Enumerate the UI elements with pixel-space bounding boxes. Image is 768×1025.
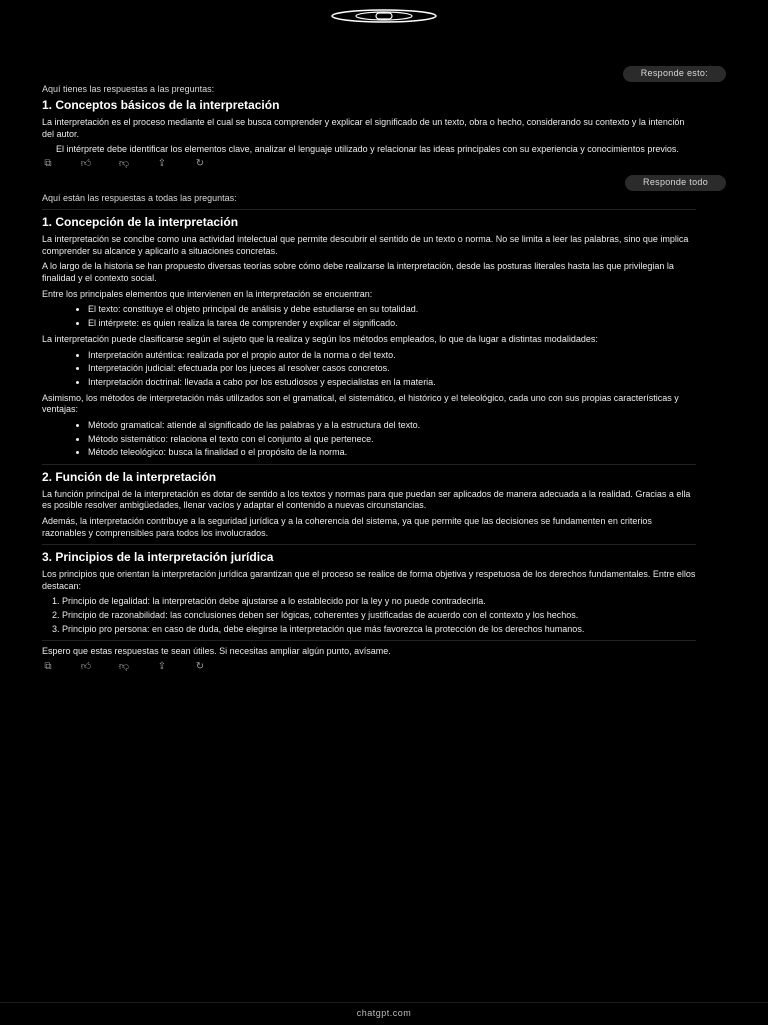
list-item: • Interpretación judicial: efectuada por los jueces al resolver casos concretos. — [88, 363, 696, 375]
list-item: • Interpretación doctrinal: llevada a cabo por los estudiosos y especialistas en la materia. — [88, 377, 696, 389]
regenerate-icon[interactable]: ↻ — [195, 158, 205, 170]
top-bar — [0, 0, 768, 32]
section-heading: 1. Concepción de la interpretación — [42, 215, 239, 230]
list-item: • Método teleológico: busca la finalidad o el propósito de la norma. — [88, 447, 696, 459]
message-actions — [42, 159, 696, 169]
assistant-intro: Aquí tienes las respuestas a las preguntas: — [42, 83, 215, 94]
list-item: • Interpretación auténtica: realizada por el propio autor de la norma o del texto. — [88, 350, 696, 362]
thumbs-down-icon[interactable]: 👎︎ — [118, 661, 130, 673]
list-item: 1. Principio de legalidad: la interpretación debe ajustarse a lo establecido por la ley y no puede contradecirla. — [62, 596, 696, 608]
list — [42, 144, 696, 156]
list-item: El intérprete debe identificar los elementos clave, analizar el lenguaje utilizado y relacionar las ideas principales con su experiencia y conocimientos previos. — [56, 144, 679, 155]
section-heading: 3. Principios de la interpretación jurídica — [42, 550, 274, 565]
paragraph: Entre los principales elementos que intervienen en la interpretación se encuentran: — [42, 288, 373, 299]
paragraph: La interpretación se concibe como una actividad intelectual que permite descubrir el sentido de un texto o norma. No se limita a leer las palabras, sino que implica comprender su alcance y aplicarlo a situaciones concretas. — [42, 234, 689, 256]
user-message-row — [42, 175, 726, 191]
list-item: 2. Principio de razonabilidad: las conclusiones deben ser lógicas, coherentes y justificadas de acuerdo con el contexto y los hechos. — [62, 610, 696, 622]
divider — [42, 209, 696, 210]
user-message: Responde todo — [625, 175, 726, 191]
divider — [42, 464, 696, 465]
paragraph: Además, la interpretación contribuye a la seguridad jurídica y a la coherencia del sistema, ya que permite que las decisiones se fundamenten en criterios razonables y comprensibles para todos los involucrados. — [42, 515, 652, 538]
chatgpt-logo-icon[interactable] — [330, 8, 438, 24]
divider — [42, 544, 696, 545]
footer — [0, 1002, 768, 1025]
section-heading: 2. Función de la interpretación — [42, 470, 217, 484]
paragraph: La función principal de la interpretación es dotar de sentido a los textos y normas para que puedan ser aplicados de manera adecuada a la realidad. Gracias a ella es posible resolver ambigüedades, llenar vacíos y adaptar el contenido a nuevas circunstancias. — [42, 488, 691, 511]
list — [42, 420, 696, 459]
user-message-row — [42, 66, 726, 82]
paragraph: La interpretación puede clasificarse según el sujeto que la realiza y según los métodos empleados, lo que da lugar a distintas modalidades: — [42, 333, 598, 344]
list — [42, 350, 696, 389]
paragraph: La interpretación es el proceso mediante el cual se busca comprender y explicar el significado de un texto, obra o hecho, considerando su contexto y la intención del autor. — [42, 116, 685, 139]
copy-icon[interactable]: ⧉ — [44, 158, 52, 170]
thumbs-up-icon[interactable]: 👍︎ — [80, 661, 92, 673]
paragraph: Los principios que orientan la interpretación jurídica garantizan que el proceso se realice de forma objetiva y respetuosa de los derechos fundamentales. Entre ellos destacan: — [42, 568, 696, 591]
share-icon[interactable]: ⇪ — [157, 158, 167, 170]
thumbs-up-icon[interactable]: 👍︎ — [80, 158, 92, 170]
paragraph: Asimismo, los métodos de interpretación más utilizados son el gramatical, el sistemático, el histórico y el teleológico, cada uno con sus propias características y ventajas: — [42, 392, 679, 415]
conversation — [42, 60, 708, 678]
closing-text: Espero que estas respuestas te sean útiles. Si necesitas ampliar algún punto, avísame. — [42, 646, 391, 657]
thumbs-down-icon[interactable]: 👎︎ — [118, 158, 130, 170]
list-item: • El texto: constituye el objeto principal de análisis y debe estudiarse en su totalidad. — [88, 304, 696, 316]
section-heading: 1. Conceptos básicos de la interpretación — [42, 98, 280, 113]
assistant-intro: Aquí están las respuestas a todas las preguntas: — [42, 192, 237, 203]
list-item: • El intérprete: es quien realiza la tarea de comprender y explicar el significado. — [88, 318, 696, 330]
divider — [42, 640, 696, 641]
user-message: Responde esto: — [623, 66, 726, 82]
list-item: • Método sistemático: relaciona el texto con el conjunto al que pertenece. — [88, 434, 696, 446]
copy-icon[interactable]: ⧉ — [44, 661, 52, 673]
footer-url[interactable]: chatgpt.com — [356, 1008, 412, 1019]
list — [42, 596, 696, 635]
list-item: 3. Principio pro persona: en caso de duda, debe elegirse la interpretación que más favorezca la protección de los derechos humanos. — [62, 624, 696, 636]
message-actions — [42, 662, 696, 672]
regenerate-icon[interactable]: ↻ — [195, 661, 205, 673]
share-icon[interactable]: ⇪ — [157, 661, 167, 673]
paragraph: A lo largo de la historia se han propuesto diversas teorías sobre cómo debe realizarse la interpretación, desde las posturas literales hasta las que privilegian la finalidad y el contexto social. — [42, 261, 674, 284]
list — [42, 304, 696, 329]
list-item: • Método gramatical: atiende al significado de las palabras y a la estructura del texto. — [88, 420, 696, 432]
